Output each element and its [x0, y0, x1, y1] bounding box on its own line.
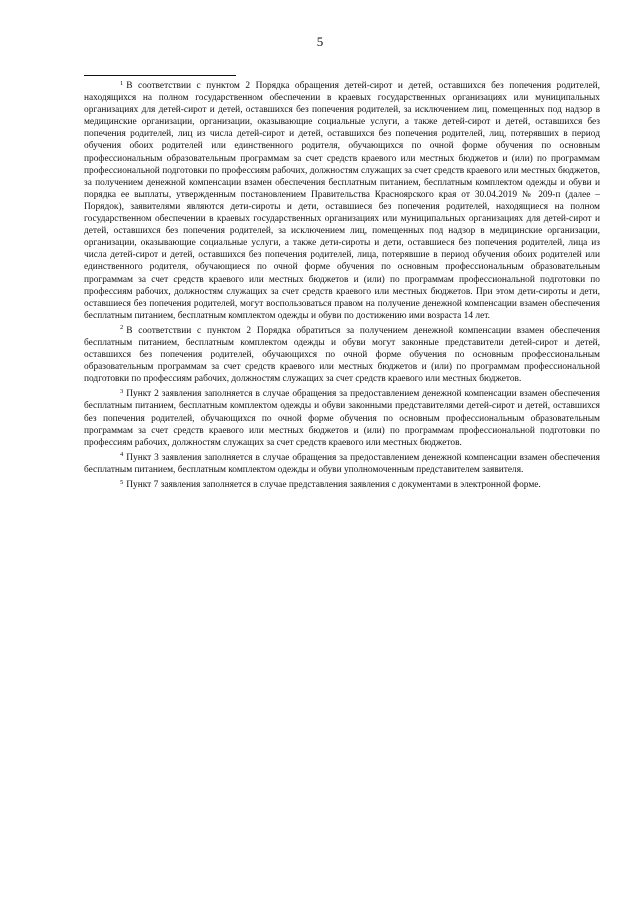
footnote-4 — [84, 452, 600, 476]
footnote-text: В соответствии с пунктом 2 Порядка обратиться за получением денежной компенсации взамен обеспечения бесплатным питанием, бесплатным комплектом одежды и обуви могут законные представители детей-сирот и детей, оставшихся без попечения родителей, обучающихся по очной форме обучения по основным профессиональным образовательным программам за счет средств краевого или местных бюджетов и (или) по программам профессиональной подготовки по профессиям рабочих, должностям служащих за счет средств краевого или местных бюджетов. — [84, 325, 600, 385]
footnote-3 — [84, 388, 600, 448]
footnote-marker: 5 — [120, 478, 124, 486]
footnote-text: Пункт 3 заявления заполняется в случае обращения за предоставлением денежной компенсации взамен обеспечения бесплатным питанием, бесплатным комплектом одежды и обуви уполномоченным представителем заявителя. — [84, 452, 600, 475]
footnote-2 — [84, 325, 600, 385]
footnote-marker: 4 — [120, 451, 124, 459]
footnote-1 — [84, 80, 600, 322]
footnotes-section — [84, 80, 600, 494]
footnote-text: В соответствии с пунктом 2 Порядка обращения детей-сирот и детей, оставшихся без попечения родителей, находящихся на полном государственном обеспечении в краевых государственных организациях или муниципальных организациях для детей-сирот и детей, оставшихся без попечения родителей, за исключением лиц, помещенных под надзор в медицинские организации, организации, оказывающие социальные услуги, а также детей-сирот и детей, оставшихся без попечения родителей, лиц из числа детей-сирот и детей, оставшихся без попечения родителей, лиц, потерявших в период обучения обоих родителей или единственного родителя, обучающихся по очной форме обучения по основным профессиональным образовательным программам за счет средств краевого или местных бюджетов и (или) по программам профессиональной подготовки по профессиям рабочих, должностям служащих за счет средств краевого или местных бюджетов, за получением денежной компенсации взамен обеспечения бесплатным питанием, бесплатным комплектом одежды и обуви и порядка ее выплаты, утвержденным постановлением Правительства Красноярского края от 30.04.2019 № 209-п (далее – Порядок), заявителями являются дети-сироты и дети, оставшиеся без попечения родителей, находящиеся на полном государственном обеспечении в краевых государственных организациях или муниципальных организациях для детей-сирот и детей, оставшихся без попечения родителей, за исключением лиц, помещенных под надзор в медицинские организации, организации, оказывающие социальные услуги, а также дети-сироты и дети, оставшиеся без попечения родителей, лица из числа детей-сирот и детей, оставшихся без попечения родителей, лица, потерявшие в период обучения обоих родителей или единственного родителя, обучающиеся по очной форме обучения по основным профессиональным образовательным программам за счет средств краевого или местных бюджетов и (или) по программам профессиональной подготовки по профессиям рабочих, должностям служащих за счет средств краевого или местных бюджетов. При этом дети-сироты и дети, оставшиеся без попечения родителей, могут воспользоваться правом на получение денежной компенсации взамен обеспечения бесплатным питанием, бесплатным комплектом одежды и обуви по достижению ими возраста 14 лет. — [84, 81, 600, 321]
footnote-text: Пункт 7 заявления заполняется в случае представления заявления с документами в электронной форме. — [126, 480, 541, 490]
footnote-marker: 2 — [120, 324, 124, 332]
footnote-separator — [84, 75, 236, 76]
page-number: 5 — [316, 34, 324, 49]
footnote-text: Пункт 2 заявления заполняется в случае обращения за предоставлением денежной компенсации взамен обеспечения бесплатным питанием, бесплатным комплектом одежды и обуви законными представителями детей-сирот и детей, оставшихся без попечения родителей, обучающихся по очной форме обучения по основным профессиональным образовательным программам за счет средств краевого или местных бюджетов и (или) по программам профессиональной подготовки по профессиям рабочих, должностям служащих за счет средств краевого или местных бюджетов. — [84, 389, 600, 448]
footnote-5 — [84, 479, 600, 491]
footnote-marker: 1 — [120, 79, 124, 87]
footnote-marker: 3 — [120, 387, 124, 395]
